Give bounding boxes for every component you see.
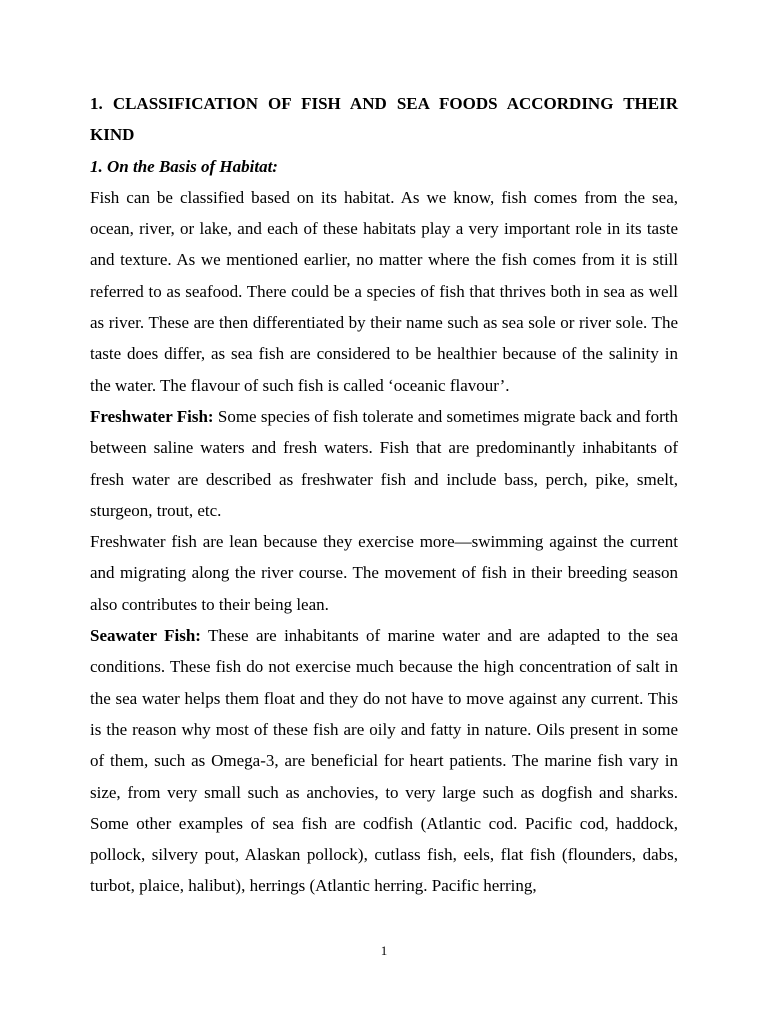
freshwater-paragraph <box>90 401 678 526</box>
seawater-label: Seawater Fish: <box>90 626 201 646</box>
section-heading: 1. CLASSIFICATION OF FISH AND SEA FOODS ACCORDING THEIR KIND <box>90 94 678 145</box>
document-body <box>90 88 678 902</box>
seawater-paragraph <box>90 620 678 902</box>
freshwater-text: Some species of fish tolerate and sometimes migrate back and forth between saline waters and fresh waters. Fish that are predominantly inhabitants of fresh water are described as freshwater fish and include bass, perch, pike, smelt, sturgeon, trout, etc. <box>90 406 678 520</box>
freshwater-label: Freshwater Fish: <box>90 406 214 426</box>
intro-paragraph: Fish can be classified based on its habitat. As we know, fish comes from the sea, ocean, river, or lake, and each of these habitats play a very important role in its taste and texture. As we mentioned earlier, no matter where the fish comes from it is still referred to as seafood. There could be a species of fish that thrives both in sea as well as river. These are then differentiated by their name such as sea sole or river sole. The taste does differ, as sea fish are considered to be healthier because of the salinity in the water. The flavour of such fish is called ‘oceanic flavour’. <box>90 187 678 395</box>
seawater-text: These are inhabitants of marine water and are adapted to the sea conditions. These fish do not exercise much because the high concentration of salt in the sea water helps them float and they do not have to move against any current. This is the reason why most of these fish are oily and fatty in nature. Oils present in some of them, such as Omega-3, are beneficial for heart patients. The marine fish vary in size, from very small such as anchovies, to very large such as dogfish and sharks. Some other examples of sea fish are codfish (Atlantic cod. Pacific cod, haddock, pollock, silvery pout, Alaskan pollock), cutlass fish, eels, flat fish (flounders, dabs, turbot, plaice, halibut), herrings (Atlantic herring. Pacific herring, <box>90 626 678 896</box>
subsection-heading: 1. On the Basis of Habitat: <box>90 156 278 176</box>
freshwater-lean-paragraph: Freshwater fish are lean because they exercise more—swimming against the current and migrating along the river course. The movement of fish in their breeding season also contributes to their being lean. <box>90 532 678 614</box>
page-number: 1 <box>380 943 388 958</box>
